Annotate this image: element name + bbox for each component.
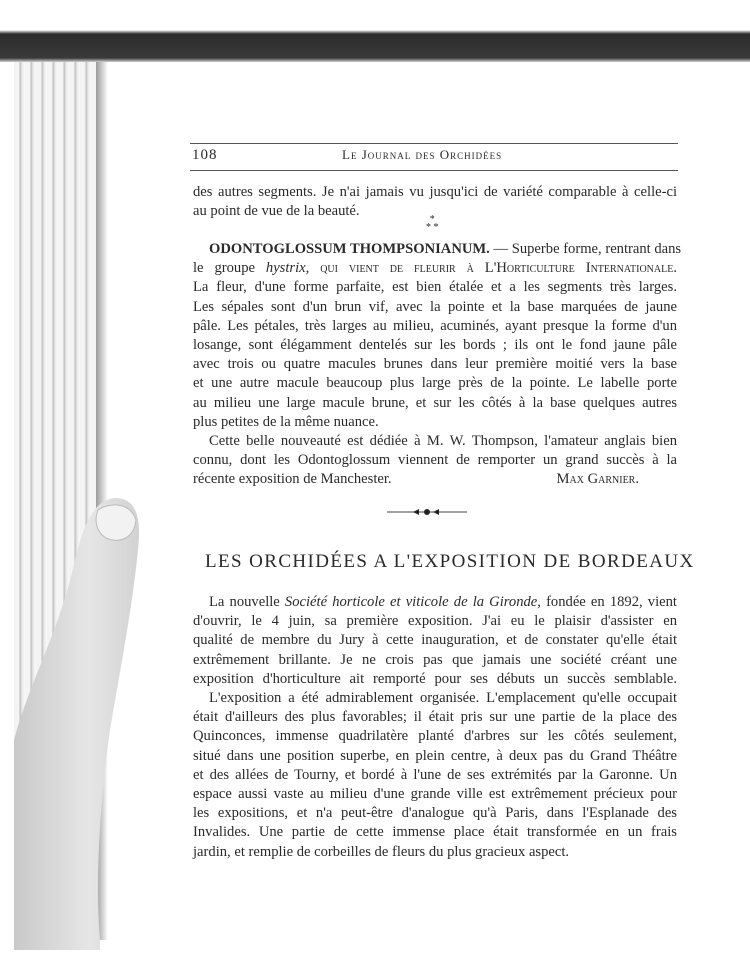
text-line: Les sépales sont d'un brun vif, avec la pointe et la base marquées de jaune (193, 298, 677, 315)
paragraph-bordeaux (193, 593, 677, 862)
italic-term: Société horticole et viticole de la Gironde, (284, 594, 541, 610)
text-line: extrêmement brillante. Je ne crois pas que jamais une société créant une (193, 651, 677, 668)
text-line: au point de vue de la beauté. (193, 203, 360, 220)
text-line: — Superbe forme, rentrant dans (489, 241, 682, 257)
header-rule-top (190, 143, 678, 144)
asterism-separator: * * * (426, 214, 439, 233)
text-line: Quinconces, immense quadrilatère planté d'arbres sur les côtés seulement, (193, 728, 677, 745)
header-rule-bottom (190, 170, 678, 171)
text-line: connu, dont les Odontoglossum viennent de remporter un grand succès à la (193, 452, 677, 469)
text-line: exposition d'horticulture ait remporté pour ses débuts un succès semblable. (193, 670, 677, 687)
ornamental-divider (387, 506, 467, 518)
scanner-background (0, 0, 750, 62)
italic-term: hystrix, (265, 260, 310, 277)
text-line: récente exposition de Manchester. (193, 471, 392, 488)
page-number: 108 (192, 147, 218, 163)
text-segment: fondée en 1892, vient (540, 594, 677, 610)
text-segment: La nouvelle (209, 594, 285, 610)
text-line: était d'ailleurs des plus favorables; il était pris sur une partie de la place des (193, 709, 677, 726)
text-segment: qui vient de fleurir à L'Horticulture Internationale. (309, 260, 677, 277)
text-line: situé dans une position superbe, en plein centre, à deux pas du Grand Théâtre (193, 747, 677, 764)
text-line: L'exposition a été admirablement organisée. L'emplacement qu'elle occupait (209, 690, 677, 707)
text-line: Cette belle nouveauté est dédiée à M. W. Thompson, l'amateur anglais bien (209, 433, 677, 450)
text-line: La fleur, d'une forme parfaite, est bien étalée et a les segments très larges. (193, 279, 677, 296)
paragraph-odontoglossum (193, 240, 682, 490)
text-line: pâle. Les pétales, très larges au milieu, acuminés, ayant presque la forme d'un (193, 317, 677, 334)
text-line: au milieu une large macule brune, et sur les côtés à la base quelques autres (193, 394, 677, 411)
text-line: et une autre macule beaucoup plus large près de la pointe. Le labelle porte (193, 375, 677, 392)
text-line: des autres segments. Je n'ai jamais vu jusqu'ici de variété comparable à celle-ci (193, 184, 677, 200)
author-signature: Max Garnier. (556, 471, 639, 488)
text-segment: le groupe (193, 260, 266, 277)
journal-title: Le Journal des Orchidées (342, 147, 503, 162)
section-heading: LES ORCHIDÉES A L'EXPOSITION DE BORDEAUX (205, 551, 695, 572)
text-line: les expositions, et n'a peut-être d'analogue qu'à Paris, dans l'Esplanade des (193, 805, 677, 822)
text-line: avec trois ou quatre macules brunes dans leur première moitié vers la base (193, 356, 677, 373)
text-line: jardin, et remplie de corbeilles de fleurs du plus gracieux aspect. (193, 843, 570, 860)
species-name: ODONTOGLOSSUM THOMPSONIANUM. (209, 241, 490, 257)
text-line: espace aussi vaste au milieu d'une grande ville est extrêmement précieux pour (193, 786, 677, 803)
text-line: qualité de membre du Jury à cette inauguration, et de constater qu'elle était (193, 632, 677, 649)
text-line: losange, sont élégamment dentelés sur les bords ; ils ont le fond jaune pâle (193, 337, 677, 354)
text-line: Invalides. Une partie de cette immense place était transformée en un frais (193, 824, 677, 841)
text-line: plus petites de la même nuance. (193, 413, 379, 430)
text-line: d'ouvrir, le 4 juin, sa première exposition. J'ai eu le plaisir d'assister en (193, 613, 677, 630)
text-line: et des allées de Tourny, et bordé à l'une de ses extrémités par la Garonne. Un (193, 766, 677, 783)
thumb-holding-page (0, 480, 150, 950)
